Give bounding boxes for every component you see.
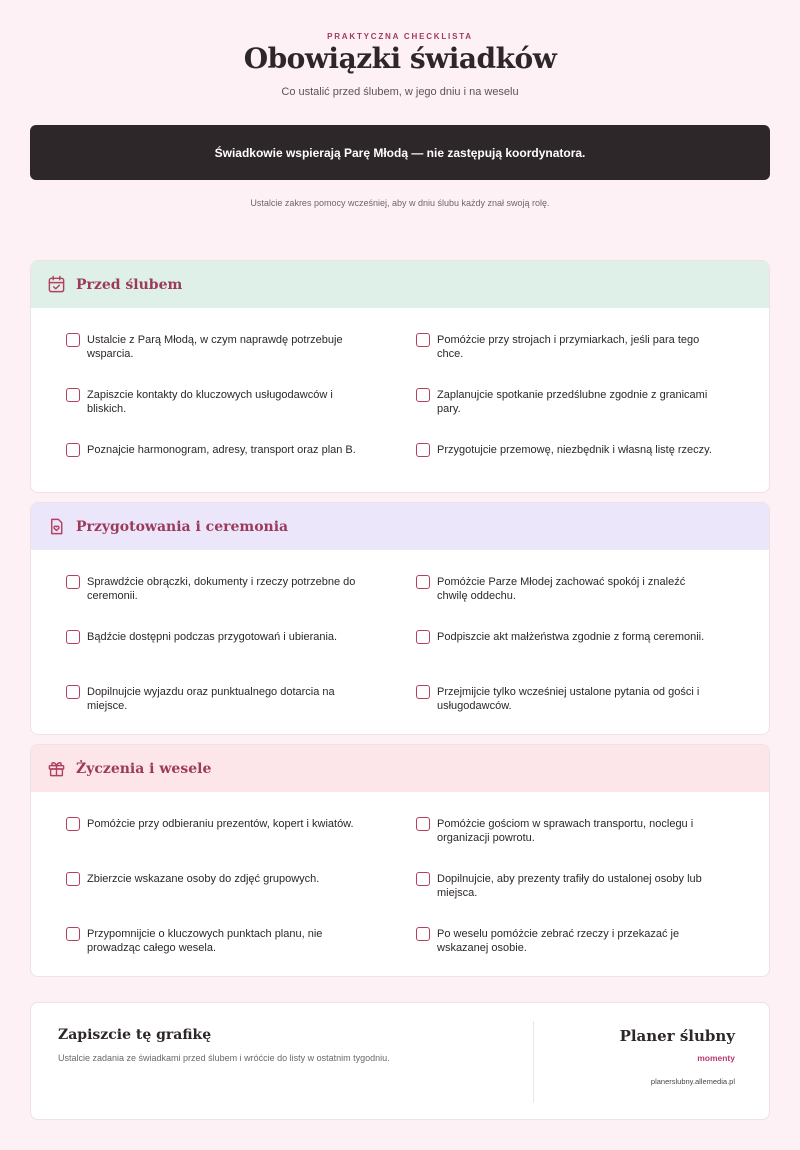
section-before-wedding [30, 260, 770, 493]
checkbox[interactable] [416, 388, 430, 402]
checklist [31, 550, 769, 735]
checkbox[interactable] [416, 685, 430, 699]
eyebrow-label: PRAKTYCZNA CHECKLISTA [327, 32, 473, 41]
checklist-item[interactable] [416, 872, 716, 900]
section-wishes-reception [30, 744, 770, 977]
document-heart-icon [47, 517, 66, 536]
checklist-item[interactable] [66, 927, 366, 955]
calendar-check-icon [47, 275, 66, 294]
checklist-item-text: Dopilnujcie, aby prezenty trafiły do ustalonej osoby lub miejsca. [437, 873, 702, 899]
checkbox[interactable] [416, 872, 430, 886]
gift-icon [47, 759, 66, 778]
checkbox[interactable] [416, 630, 430, 644]
checklist-item[interactable] [416, 630, 716, 644]
checkbox[interactable] [66, 630, 80, 644]
checkbox[interactable] [66, 333, 80, 347]
checklist-item-text: Zaplanujcie spotkanie przedślubne zgodnie z granicami pary. [437, 389, 708, 415]
checklist-item-text: Podpiszcie akt małżeństwa zgodnie z formą ceremonii. [437, 631, 705, 643]
checkbox[interactable] [66, 872, 80, 886]
checklist-item[interactable] [66, 817, 366, 831]
checkbox[interactable] [416, 333, 430, 347]
info-banner [30, 125, 770, 180]
section-title: Przygotowania i ceremonia [76, 518, 289, 535]
checklist-item[interactable] [66, 630, 366, 644]
checklist-item[interactable] [66, 443, 366, 457]
checklist-item-text: Zbierzcie wskazane osoby do zdjęć grupowych. [87, 873, 320, 885]
checklist-item[interactable] [416, 685, 716, 713]
footer-title: Zapiszcie tę grafikę [58, 1027, 212, 1043]
checklist-item-text: Pomóżcie przy odbieraniu prezentów, kopert i kwiatów. [87, 818, 354, 830]
checklist-item[interactable] [416, 443, 716, 457]
checklist-item-text: Przypomnijcie o kluczowych punktach planu, nie prowadząc całego wesela. [87, 928, 323, 954]
checkbox[interactable] [416, 443, 430, 457]
checklist-item[interactable] [66, 575, 366, 603]
section-header [31, 503, 769, 550]
checklist-item[interactable] [66, 872, 366, 886]
checklist-item-text: Zapiszcie kontakty do kluczowych usługodawców i bliskich. [87, 389, 333, 415]
checklist [31, 308, 769, 493]
checklist-item-text: Pomóżcie Parze Młodej zachować spokój i znaleźć chwilę oddechu. [437, 576, 686, 602]
checkbox[interactable] [66, 817, 80, 831]
checklist-item-text: Bądźcie dostępni podczas przygotowań i ubierania. [87, 631, 338, 643]
checklist-item[interactable] [416, 817, 716, 845]
page-title: Obowiązki świadków [243, 42, 557, 75]
section-header [31, 261, 769, 308]
checklist-item[interactable] [416, 927, 716, 955]
info-banner-text: Świadkowie wspierają Parę Młodą — nie zastępują koordynatora. [214, 145, 586, 160]
footer-divider [533, 1021, 534, 1103]
checklist-item[interactable] [416, 333, 716, 361]
checklist-item[interactable] [416, 575, 716, 603]
checklist-item-text: Po weselu pomóżcie zebrać rzeczy i przekazać je wskazanej osobie. [437, 928, 680, 954]
checkbox[interactable] [416, 927, 430, 941]
page-subtitle: Co ustalić przed ślubem, w jego dniu i na weselu [281, 86, 519, 98]
checklist-item-text: Przygotujcie przemowę, niezbędnik i własną listę rzeczy. [437, 444, 712, 456]
brand-name: Planer ślubny [619, 1027, 735, 1045]
checkbox[interactable] [66, 927, 80, 941]
checkbox[interactable] [416, 817, 430, 831]
checklist-item-text: Pomóżcie gościom w sprawach transportu, noclegu i organizacji powrotu. [437, 818, 694, 844]
footer-card [30, 1002, 770, 1120]
checkbox[interactable] [66, 388, 80, 402]
section-header [31, 745, 769, 792]
brand-subtitle: momenty [697, 1053, 735, 1063]
checklist-item[interactable] [66, 685, 366, 713]
checklist-item[interactable] [66, 388, 366, 416]
checklist-item[interactable] [416, 388, 716, 416]
checklist-item-text: Przejmijcie tylko wcześniej ustalone pytania od gości i usługodawców. [437, 686, 700, 712]
checkbox[interactable] [416, 575, 430, 589]
checklist-item-text: Dopilnujcie wyjazdu oraz punktualnego dotarcia na miejsce. [87, 686, 335, 712]
checkbox[interactable] [66, 575, 80, 589]
brand-url[interactable]: planerslubny.allemedia.pl [650, 1077, 735, 1086]
checklist-item[interactable] [66, 333, 366, 361]
checkbox[interactable] [66, 443, 80, 457]
section-preparations-ceremony [30, 502, 770, 735]
checklist-item-text: Pomóżcie przy strojach i przymiarkach, jeśli para tego chce. [437, 334, 700, 360]
checklist-item-text: Poznajcie harmonogram, adresy, transport oraz plan B. [87, 444, 356, 456]
section-title: Przed ślubem [76, 276, 183, 293]
checklist [31, 792, 769, 977]
checkbox[interactable] [66, 685, 80, 699]
checklist-item-text: Ustalcie z Parą Młodą, w czym naprawdę potrzebuje wsparcia. [87, 334, 343, 360]
checklist-item-text: Sprawdźcie obrączki, dokumenty i rzeczy potrzebne do ceremonii. [87, 576, 356, 602]
footer-text: Ustalcie zadania ze świadkami przed ślubem i wróćcie do listy w ostatnim tygodniu. [58, 1053, 390, 1063]
intro-note: Ustalcie zakres pomocy wcześniej, aby w dniu ślubu każdy znał swoją rolę. [250, 198, 550, 208]
section-title: Życzenia i wesele [76, 760, 212, 777]
